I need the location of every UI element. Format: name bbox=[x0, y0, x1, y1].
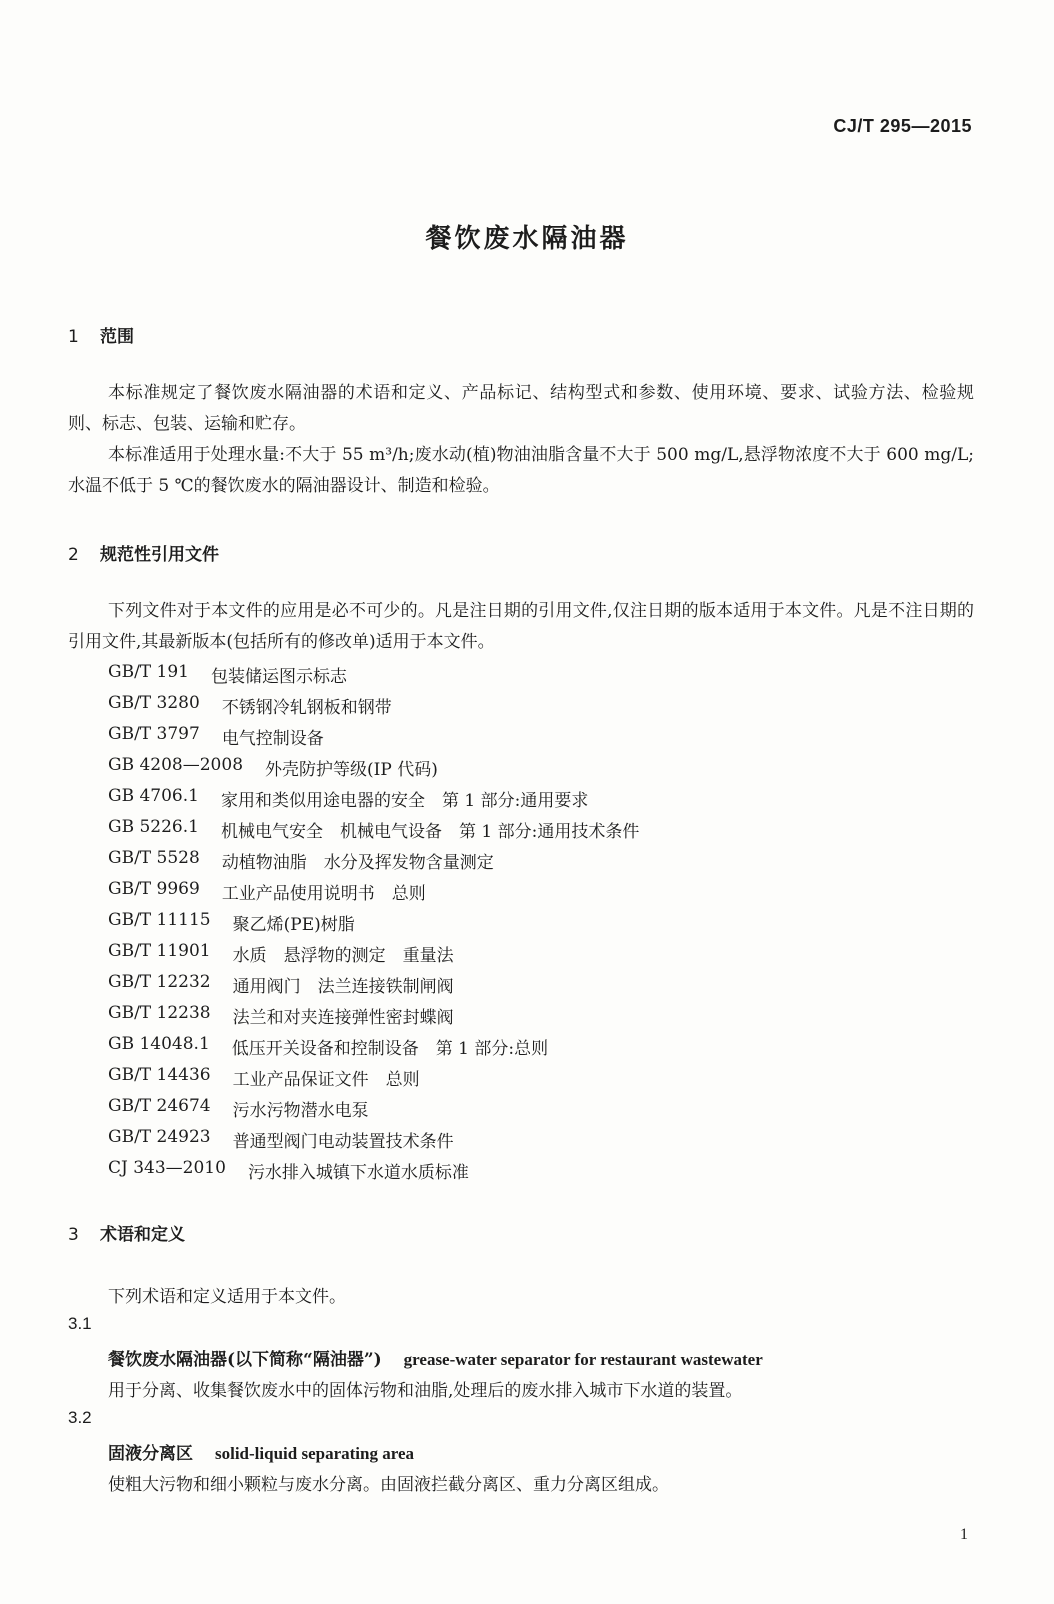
clause-number: 3.2 bbox=[68, 1408, 92, 1427]
reference-title: 污水污物潜水电泵 bbox=[232, 1101, 369, 1121]
reference-code: GB/T 12232 bbox=[108, 972, 211, 992]
reference-item bbox=[108, 848, 494, 873]
clause-number: 3.1 bbox=[68, 1314, 92, 1333]
reference-item bbox=[108, 724, 324, 749]
reference-title: 工业产品保证文件 总则 bbox=[232, 1070, 420, 1090]
section-number: 2 bbox=[68, 545, 79, 565]
reference-title: 机械电气安全 机械电气设备 第 1 部分:通用技术条件 bbox=[220, 822, 640, 842]
term-chinese: 餐饮废水隔油器(以下简称“隔油器”) bbox=[108, 1350, 382, 1370]
section-title: 规范性引用文件 bbox=[100, 545, 219, 565]
section-title: 范围 bbox=[100, 327, 134, 347]
term-definition: 用于分离、收集餐饮废水中的固体污物和油脂,处理后的废水排入城市下水道的装置。 bbox=[108, 1381, 743, 1401]
reference-title: 法兰和对夹连接弹性密封蝶阀 bbox=[232, 1008, 454, 1028]
term-heading bbox=[108, 1439, 414, 1464]
reference-item bbox=[108, 941, 454, 966]
section-2-heading bbox=[68, 540, 219, 565]
document-number: CJ/T 295—2015 bbox=[833, 116, 972, 136]
section-title: 术语和定义 bbox=[100, 1225, 185, 1245]
section-number: 3 bbox=[68, 1225, 79, 1245]
term-heading bbox=[108, 1345, 763, 1370]
reference-title: 外壳防护等级(IP 代码) bbox=[265, 760, 438, 780]
reference-code: GB/T 24923 bbox=[108, 1127, 211, 1147]
reference-item bbox=[108, 1034, 548, 1059]
reference-title: 不锈钢冷轧钢板和钢带 bbox=[221, 698, 392, 718]
reference-title: 聚乙烯(PE)树脂 bbox=[232, 915, 355, 935]
reference-code: CJ 343—2010 bbox=[108, 1158, 226, 1178]
reference-code: GB/T 3280 bbox=[108, 693, 200, 713]
reference-item bbox=[108, 662, 347, 687]
reference-title: 普通型阀门电动装置技术条件 bbox=[232, 1132, 454, 1152]
reference-item bbox=[108, 755, 438, 780]
reference-title: 工业产品使用说明书 总则 bbox=[221, 884, 426, 904]
terms-intro: 下列术语和定义适用于本文件。 bbox=[108, 1287, 346, 1307]
reference-code: GB/T 11901 bbox=[108, 941, 211, 961]
reference-title: 动植物油脂 水分及挥发物含量测定 bbox=[221, 853, 494, 873]
reference-code: GB 4706.1 bbox=[108, 786, 199, 806]
term-definition: 使粗大污物和细小颗粒与废水分离。由固液拦截分离区、重力分离区组成。 bbox=[108, 1475, 669, 1495]
reference-code: GB 14048.1 bbox=[108, 1034, 210, 1054]
reference-title: 污水排入城镇下水道水质标准 bbox=[247, 1163, 469, 1183]
section-1-heading bbox=[68, 322, 134, 347]
section-number: 1 bbox=[68, 327, 79, 347]
reference-code: GB/T 191 bbox=[108, 662, 189, 682]
reference-code: GB 5226.1 bbox=[108, 817, 199, 837]
reference-item bbox=[108, 1158, 469, 1183]
reference-title: 包装储运图示标志 bbox=[211, 667, 347, 687]
reference-item bbox=[108, 786, 588, 811]
term-chinese: 固液分离区 bbox=[108, 1444, 193, 1464]
reference-item bbox=[108, 910, 355, 935]
reference-item bbox=[108, 879, 426, 904]
reference-item bbox=[108, 693, 392, 718]
reference-item bbox=[108, 1065, 420, 1090]
reference-code: GB/T 5528 bbox=[108, 848, 200, 868]
reference-code: GB/T 11115 bbox=[108, 910, 211, 930]
section-3-heading bbox=[68, 1220, 185, 1245]
reference-title: 电气控制设备 bbox=[221, 729, 324, 749]
reference-title: 家用和类似用途电器的安全 第 1 部分:通用要求 bbox=[220, 791, 589, 811]
reference-code: GB/T 12238 bbox=[108, 1003, 211, 1023]
reference-title: 低压开关设备和控制设备 第 1 部分:总则 bbox=[231, 1039, 549, 1059]
reference-item bbox=[108, 1127, 454, 1152]
reference-item bbox=[108, 1003, 454, 1028]
reference-code: GB/T 14436 bbox=[108, 1065, 211, 1085]
term-english: solid-liquid separating area bbox=[215, 1444, 414, 1463]
scope-paragraph-2: 本标准适用于处理水量:不大于 55 m³/h;废水动(植)物油油脂含量不大于 500 mg/L,悬浮物浓度不大于 600 mg/L;水温不低于 5 ℃的餐饮废水的隔油器设计、制造和检验。 bbox=[68, 445, 974, 496]
reference-title: 水质 悬浮物的测定 重量法 bbox=[232, 946, 454, 966]
reference-item bbox=[108, 972, 454, 997]
reference-item bbox=[108, 1096, 369, 1121]
reference-item bbox=[108, 817, 639, 842]
references-intro: 下列文件对于本文件的应用是必不可少的。凡是注日期的引用文件,仅注日期的版本适用于本文件。凡是不注日期的引用文件,其最新版本(包括所有的修改单)适用于本文件。 bbox=[68, 601, 974, 652]
reference-code: GB/T 3797 bbox=[108, 724, 200, 744]
reference-code: GB/T 9969 bbox=[108, 879, 200, 899]
page-number: 1 bbox=[960, 1526, 968, 1543]
scope-paragraph-1: 本标准规定了餐饮废水隔油器的术语和定义、产品标记、结构型式和参数、使用环境、要求、试验方法、检验规则、标志、包装、运输和贮存。 bbox=[68, 383, 974, 434]
term-english: grease-water separator for restaurant wastewater bbox=[403, 1350, 763, 1369]
page-title: 餐饮废水隔油器 bbox=[425, 224, 629, 254]
reference-code: GB 4208—2008 bbox=[108, 755, 244, 775]
reference-code: GB/T 24674 bbox=[108, 1096, 211, 1116]
reference-title: 通用阀门 法兰连接铁制闸阀 bbox=[232, 977, 454, 997]
